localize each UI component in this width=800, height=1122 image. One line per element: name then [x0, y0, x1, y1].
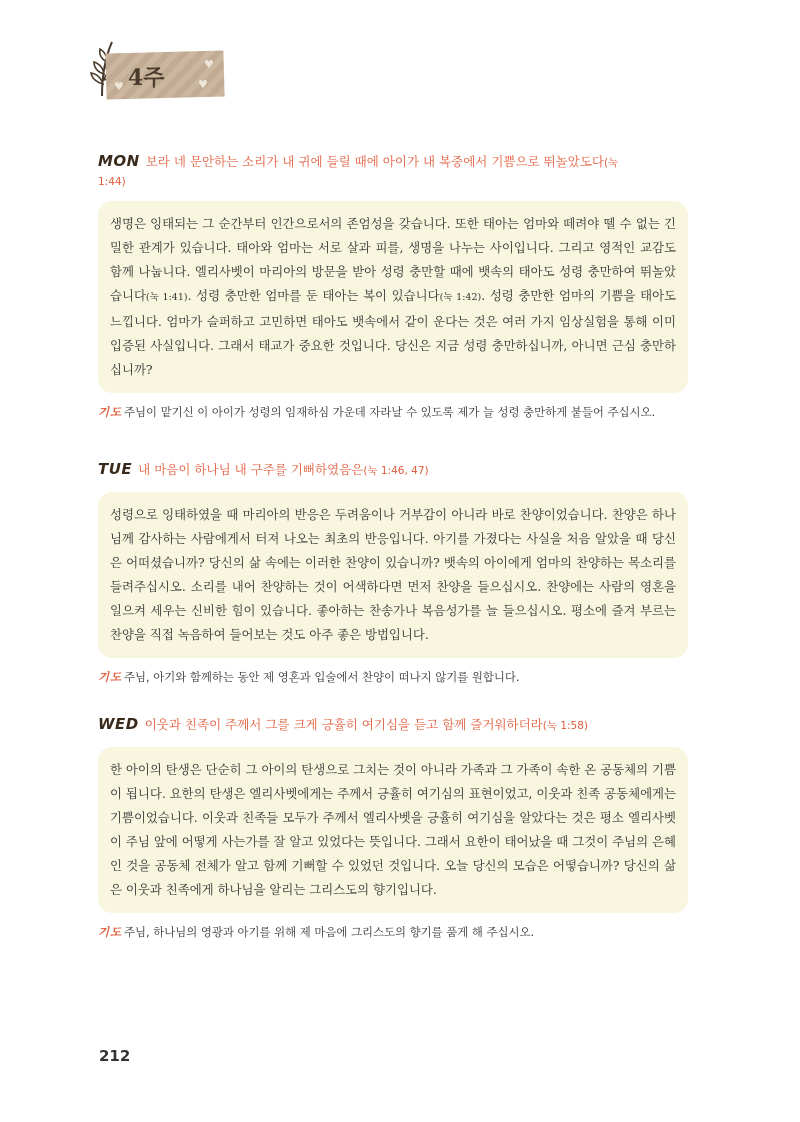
- week-label: 4주: [128, 65, 165, 91]
- devotion-text: . 성령 충만한 엄마의 기쁨을 태아도 느낍니다. 엄마가 슬퍼하고 고민하면 태아도 뱃속에서 같이 운다는 것은 여러 가지 임상실험을 통해 이미 입증된 사실입니다. 그래서 태교가 중요한 것입니다. 당신은 지금 성령 충만하십니까, 아니면 근심 충만하십니까?: [110, 288, 677, 377]
- section-mon: [98, 151, 688, 422]
- section-tue: [98, 459, 688, 687]
- heart-icon: ♥: [114, 80, 124, 93]
- day-label: MON: [98, 152, 140, 170]
- heart-icon: ♥: [204, 58, 214, 71]
- inline-ref: (눅 1:42): [439, 292, 482, 303]
- prayer: [98, 923, 688, 942]
- prayer-text: 주님, 아기와 함께하는 동안 제 영혼과 입술에서 찬양이 떠나지 않기를 원합니다.: [124, 670, 520, 684]
- verse-ref: 1:44): [98, 176, 126, 188]
- page-number: 212: [99, 1047, 131, 1065]
- verse-heading: [98, 151, 688, 193]
- devotion-text: 한 아이의 탄생은 단순히 그 아이의 탄생으로 그치는 것이 아니라 가족과 그 가족이 속한 온 공동체의 기쁨이 됩니다. 요한의 탄생은 엘리사벳에게는 주께서 긍휼히 여기심의 표현이었고, 이웃과 친족 공동체에게는 기쁨이었습니다. 이웃과 친족들 모두가 주께서 엘리사벳을 긍휼히 여기심을 알았다는 것은 평소 엘리사벳이 주님 앞에 어떻게 사는가를 잘 알고 있었다는 뜻입니다. 그래서 요한이 태어났을 때 그것이 주님의 은혜인 것을 공동체 전체가 알고 함께 기뻐할 수 있었던 것입니다. 오늘 당신의 모습은 어떻습니까? 당신의 삶은 이웃과 친족에게 하나님을 알리는 그리스도의 향기입니다.: [110, 762, 676, 897]
- prayer-label: 기도: [98, 925, 123, 939]
- devotion-box: [98, 201, 688, 393]
- verse-heading: [98, 459, 688, 482]
- heart-icon: ♥: [198, 78, 208, 91]
- prayer-text: 주님, 하나님의 영광과 아기를 위해 제 마음에 그리스도의 향기를 품게 해 주십시오.: [124, 925, 535, 939]
- verse-ref: (눅 1:58): [542, 720, 589, 732]
- prayer: [98, 403, 688, 422]
- devotion-text: 성령으로 잉태하였을 때 마리아의 반응은 두려움이나 거부감이 아니라 바로 찬양이었습니다. 찬양은 하나님께 감사하는 사람에게서 터져 나오는 최초의 반응입니다. 아기를 가졌다는 사실을 처음 알았을 때 당신은 어떠셨습니까? 당신의 삶 속에는 이러한 찬양이 있습니까? 뱃속의 아이에게 엄마의 찬양하는 목소리를 들려주십시오. 소리를 내어 찬양하는 것이 어색하다면 먼저 찬양을 들으십시오. 찬양에는 사람의 영혼을 일으켜 세우는 신비한 힘이 있습니다. 좋아하는 찬송가나 복음성가를 늘 들으십시오. 평소에 즐겨 부르는 찬양을 직접 녹음하여 들어보는 것도 아주 좋은 방법입니다.: [110, 507, 676, 642]
- verse-text: 내 마음이 하나님 내 구주를 기뻐하였음은: [138, 462, 364, 477]
- verse-text: 보라 네 문안하는 소리가 내 귀에 들릴 때에 아이가 내 복중에서 기쁨으로 뛰놀았도다: [145, 154, 604, 169]
- day-label: TUE: [98, 460, 133, 478]
- devotion-box: [98, 747, 688, 913]
- day-label: WED: [98, 715, 139, 733]
- prayer: [98, 668, 688, 687]
- verse-ref: (눅: [603, 157, 619, 169]
- verse-ref: (눅 1:46, 47): [363, 465, 429, 477]
- devotion-text: 생명은 잉태되는 그 순간부터 인간으로서의 존엄성을 갖습니다. 또한 태아는 엄마와 떼려야 뗄 수 없는 긴밀한 관계가 있습니다. 태아와 엄마는 서로 살과 피를, 생명을 나누는 사이입니다. 그리고 영적인 교감도 함께 나눕니다. 엘리사벳이 마리아의 방문을 받아 성령 충만할 때에 뱃속의 태아도 성령 충만하여 뛰놀았습니다: [110, 216, 676, 303]
- week-tag: [88, 38, 228, 100]
- section-wed: [98, 714, 688, 942]
- devotion-text: . 성령 충만한 엄마를 둔 태아는 복이 있습니다: [187, 288, 440, 303]
- verse-heading: [98, 714, 688, 737]
- prayer-label: 기도: [98, 670, 123, 684]
- devotion-box: [98, 492, 688, 658]
- inline-ref: (눅 1:41): [145, 292, 188, 303]
- verse-text: 이웃과 친족이 주께서 그를 크게 긍휼히 여기심을 듣고 함께 즐거워하더라: [144, 717, 543, 732]
- prayer-label: 기도: [98, 405, 123, 419]
- prayer-text: 주님이 맡기신 이 아이가 성령의 임재하심 가운데 자라날 수 있도록 제가 늘 성령 충만하게 붙들어 주십시오.: [124, 405, 656, 419]
